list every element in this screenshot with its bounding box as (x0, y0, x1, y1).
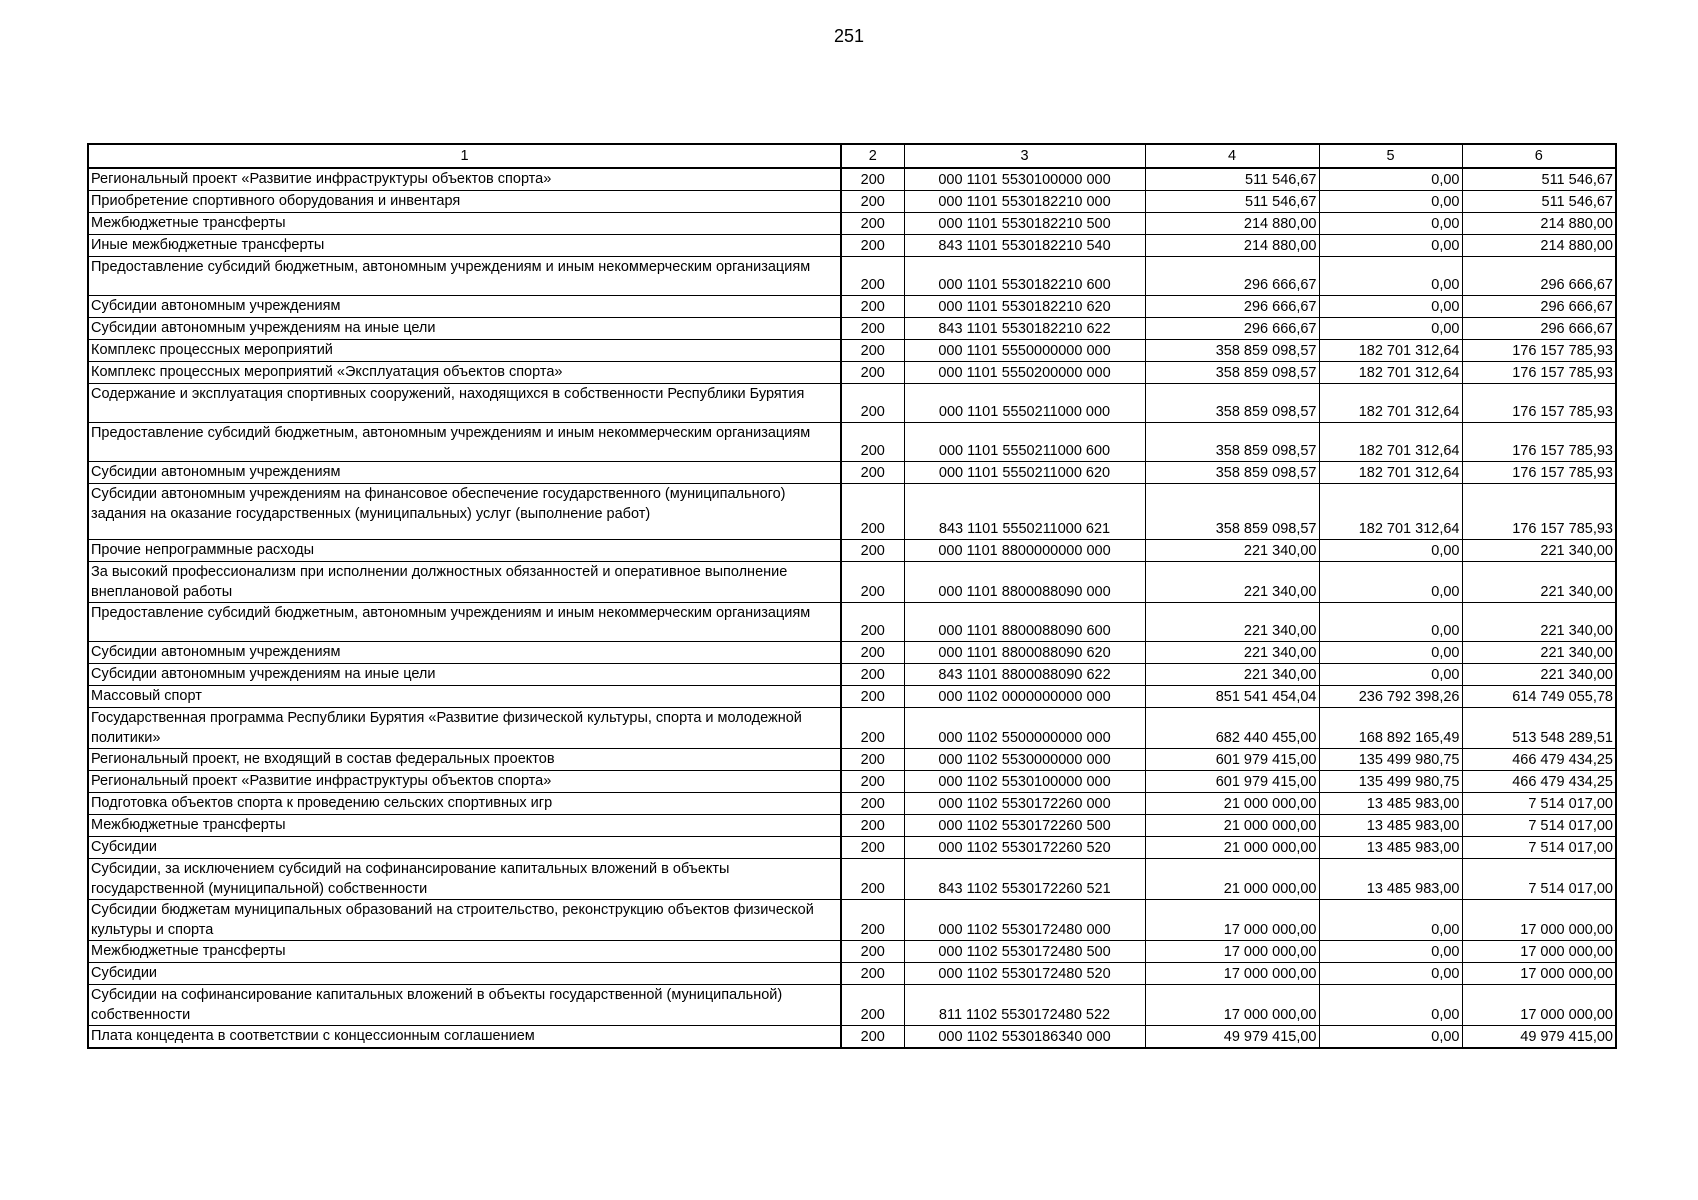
row-name: Межбюджетные трансферты (88, 815, 841, 837)
table-row (88, 749, 1616, 771)
row-code: 200 (841, 384, 904, 423)
row-amount-5: 0,00 (1319, 213, 1462, 235)
row-classification: 000 1102 5530172480 000 (904, 900, 1145, 941)
table-row (88, 257, 1616, 296)
row-classification: 000 1101 8800088090 600 (904, 603, 1145, 642)
row-code: 200 (841, 603, 904, 642)
row-code: 200 (841, 318, 904, 340)
row-amount-4: 358 859 098,57 (1145, 423, 1319, 462)
row-amount-6: 176 157 785,93 (1462, 340, 1616, 362)
row-name: Массовый спорт (88, 686, 841, 708)
row-code: 200 (841, 1026, 904, 1049)
row-classification: 843 1101 5530182210 622 (904, 318, 1145, 340)
row-amount-4: 17 000 000,00 (1145, 900, 1319, 941)
table-row (88, 1026, 1616, 1049)
row-name: Предоставление субсидий бюджетным, автономным учреждениям и иным некоммерческим организациям (88, 603, 841, 642)
row-name: Комплекс процессных мероприятий «Эксплуатация объектов спорта» (88, 362, 841, 384)
table-row (88, 941, 1616, 963)
row-amount-6: 17 000 000,00 (1462, 900, 1616, 941)
row-name: Субсидии, за исключением субсидий на софинансирование капитальных вложений в объекты государственной (муниципальной) собственности (88, 859, 841, 900)
table-row (88, 900, 1616, 941)
row-name: Межбюджетные трансферты (88, 941, 841, 963)
row-amount-6: 221 340,00 (1462, 562, 1616, 603)
row-amount-5: 168 892 165,49 (1319, 708, 1462, 749)
row-code: 200 (841, 963, 904, 985)
page-number: 251 (833, 26, 865, 46)
row-classification: 000 1102 5530000000 000 (904, 749, 1145, 771)
row-name: Субсидии бюджетам муниципальных образований на строительство, реконструкцию объектов физической культуры и спорта (88, 900, 841, 941)
row-code: 200 (841, 686, 904, 708)
row-name: Содержание и эксплуатация спортивных сооружений, находящихся в собственности Республики Бурятия (88, 384, 841, 423)
row-code: 200 (841, 540, 904, 562)
table-row (88, 168, 1616, 191)
row-amount-5: 0,00 (1319, 603, 1462, 642)
table-row (88, 362, 1616, 384)
row-classification: 000 1101 5550211000 620 (904, 462, 1145, 484)
row-name: За высокий профессионализм при исполнении должностных обязанностей и оперативное выполнение внеплановой работы (88, 562, 841, 603)
row-name: Региональный проект «Развитие инфраструктуры объектов спорта» (88, 168, 841, 191)
row-code: 200 (841, 213, 904, 235)
row-name: Приобретение спортивного оборудования и инвентаря (88, 191, 841, 213)
row-amount-6: 176 157 785,93 (1462, 423, 1616, 462)
row-name: Субсидии автономным учреждениям (88, 462, 841, 484)
row-name: Субсидии автономным учреждениям (88, 296, 841, 318)
row-amount-4: 511 546,67 (1145, 168, 1319, 191)
row-amount-5: 182 701 312,64 (1319, 362, 1462, 384)
row-classification: 000 1101 8800088090 620 (904, 642, 1145, 664)
row-classification: 000 1101 5550211000 000 (904, 384, 1145, 423)
row-amount-4: 358 859 098,57 (1145, 340, 1319, 362)
table-row (88, 296, 1616, 318)
row-classification: 843 1101 8800088090 622 (904, 664, 1145, 686)
row-name: Субсидии автономным учреждениям на иные цели (88, 318, 841, 340)
row-classification: 843 1101 5530182210 540 (904, 235, 1145, 257)
table-row (88, 423, 1616, 462)
row-amount-4: 511 546,67 (1145, 191, 1319, 213)
row-name: Субсидии автономным учреждениям (88, 642, 841, 664)
row-amount-6: 614 749 055,78 (1462, 686, 1616, 708)
row-amount-5: 0,00 (1319, 191, 1462, 213)
row-name: Прочие непрограммные расходы (88, 540, 841, 562)
column-header-4: 4 (1145, 144, 1319, 168)
table-row (88, 384, 1616, 423)
row-code: 200 (841, 191, 904, 213)
table-body (88, 168, 1616, 1048)
row-name: Субсидии (88, 837, 841, 859)
row-amount-6: 176 157 785,93 (1462, 362, 1616, 384)
row-amount-5: 13 485 983,00 (1319, 859, 1462, 900)
row-amount-6: 221 340,00 (1462, 603, 1616, 642)
row-amount-5: 0,00 (1319, 168, 1462, 191)
row-classification: 000 1102 5530172260 000 (904, 793, 1145, 815)
row-amount-6: 7 514 017,00 (1462, 837, 1616, 859)
row-classification: 000 1101 5530182210 620 (904, 296, 1145, 318)
column-header-1: 1 (88, 144, 841, 168)
row-amount-5: 0,00 (1319, 664, 1462, 686)
row-amount-4: 851 541 454,04 (1145, 686, 1319, 708)
row-amount-4: 49 979 415,00 (1145, 1026, 1319, 1049)
row-amount-4: 358 859 098,57 (1145, 384, 1319, 423)
row-amount-5: 0,00 (1319, 540, 1462, 562)
row-amount-6: 466 479 434,25 (1462, 771, 1616, 793)
row-code: 200 (841, 340, 904, 362)
row-classification: 000 1102 5530172260 520 (904, 837, 1145, 859)
table-row (88, 771, 1616, 793)
row-amount-6: 511 546,67 (1462, 168, 1616, 191)
row-name: Региональный проект «Развитие инфраструктуры объектов спорта» (88, 771, 841, 793)
row-amount-4: 17 000 000,00 (1145, 985, 1319, 1026)
row-amount-4: 17 000 000,00 (1145, 963, 1319, 985)
row-classification: 000 1101 5550000000 000 (904, 340, 1145, 362)
row-amount-4: 221 340,00 (1145, 664, 1319, 686)
row-amount-5: 0,00 (1319, 257, 1462, 296)
row-amount-6: 511 546,67 (1462, 191, 1616, 213)
row-amount-5: 0,00 (1319, 235, 1462, 257)
row-amount-6: 176 157 785,93 (1462, 462, 1616, 484)
table-row (88, 462, 1616, 484)
row-amount-5: 182 701 312,64 (1319, 462, 1462, 484)
table-row (88, 837, 1616, 859)
row-amount-5: 0,00 (1319, 296, 1462, 318)
row-code: 200 (841, 362, 904, 384)
row-classification: 000 1102 5530172480 520 (904, 963, 1145, 985)
row-amount-6: 214 880,00 (1462, 235, 1616, 257)
table-row (88, 963, 1616, 985)
table-row (88, 603, 1616, 642)
row-amount-6: 221 340,00 (1462, 540, 1616, 562)
row-amount-5: 0,00 (1319, 642, 1462, 664)
row-amount-4: 21 000 000,00 (1145, 837, 1319, 859)
budget-table (87, 143, 1617, 1049)
row-classification: 000 1101 8800088090 000 (904, 562, 1145, 603)
row-amount-6: 466 479 434,25 (1462, 749, 1616, 771)
row-amount-5: 0,00 (1319, 1026, 1462, 1049)
column-header-3: 3 (904, 144, 1145, 168)
header-row (88, 144, 1616, 168)
row-amount-4: 214 880,00 (1145, 235, 1319, 257)
row-name: Предоставление субсидий бюджетным, автономным учреждениям и иным некоммерческим организациям (88, 423, 841, 462)
row-code: 200 (841, 708, 904, 749)
row-classification: 811 1102 5530172480 522 (904, 985, 1145, 1026)
row-amount-4: 221 340,00 (1145, 562, 1319, 603)
table-row (88, 686, 1616, 708)
row-amount-4: 358 859 098,57 (1145, 462, 1319, 484)
row-classification: 000 1101 5530100000 000 (904, 168, 1145, 191)
row-name: Субсидии на софинансирование капитальных вложений в объекты государственной (муниципальной) собственности (88, 985, 841, 1026)
row-amount-4: 21 000 000,00 (1145, 859, 1319, 900)
row-code: 200 (841, 837, 904, 859)
row-amount-5: 13 485 983,00 (1319, 837, 1462, 859)
row-code: 200 (841, 168, 904, 191)
column-header-5: 5 (1319, 144, 1462, 168)
row-code: 200 (841, 771, 904, 793)
table-row (88, 859, 1616, 900)
row-amount-4: 221 340,00 (1145, 540, 1319, 562)
row-name: Субсидии автономным учреждениям на финансовое обеспечение государственного (муниципального) задания на оказание государственных (муниципальных) услуг (выполнение работ) (88, 484, 841, 540)
row-amount-5: 236 792 398,26 (1319, 686, 1462, 708)
row-amount-6: 17 000 000,00 (1462, 985, 1616, 1026)
row-amount-6: 17 000 000,00 (1462, 963, 1616, 985)
row-classification: 000 1102 5530172480 500 (904, 941, 1145, 963)
row-classification: 000 1101 8800000000 000 (904, 540, 1145, 562)
row-name: Плата концедента в соответствии с концессионным соглашением (88, 1026, 841, 1049)
table-row (88, 340, 1616, 362)
row-name: Государственная программа Республики Бурятия «Развитие физической культуры, спорта и молодежной политики» (88, 708, 841, 749)
row-code: 200 (841, 484, 904, 540)
row-amount-6: 296 666,67 (1462, 257, 1616, 296)
row-code: 200 (841, 941, 904, 963)
row-amount-5: 0,00 (1319, 562, 1462, 603)
row-name: Комплекс процессных мероприятий (88, 340, 841, 362)
table-row (88, 793, 1616, 815)
row-name: Субсидии автономным учреждениям на иные цели (88, 664, 841, 686)
row-name: Иные межбюджетные трансферты (88, 235, 841, 257)
row-amount-6: 296 666,67 (1462, 318, 1616, 340)
row-code: 200 (841, 296, 904, 318)
row-amount-5: 182 701 312,64 (1319, 384, 1462, 423)
row-code: 200 (841, 664, 904, 686)
row-amount-4: 601 979 415,00 (1145, 771, 1319, 793)
table-row (88, 318, 1616, 340)
row-amount-4: 358 859 098,57 (1145, 484, 1319, 540)
row-code: 200 (841, 423, 904, 462)
row-amount-5: 0,00 (1319, 963, 1462, 985)
row-amount-6: 7 514 017,00 (1462, 859, 1616, 900)
table-row (88, 213, 1616, 235)
row-classification: 000 1102 5530100000 000 (904, 771, 1145, 793)
row-amount-6: 296 666,67 (1462, 296, 1616, 318)
table-row (88, 985, 1616, 1026)
row-amount-4: 682 440 455,00 (1145, 708, 1319, 749)
row-amount-6: 513 548 289,51 (1462, 708, 1616, 749)
row-amount-4: 221 340,00 (1145, 642, 1319, 664)
row-code: 200 (841, 462, 904, 484)
table-row (88, 664, 1616, 686)
row-amount-4: 221 340,00 (1145, 603, 1319, 642)
row-amount-6: 17 000 000,00 (1462, 941, 1616, 963)
column-header-2: 2 (841, 144, 904, 168)
row-classification: 000 1102 5530186340 000 (904, 1026, 1145, 1049)
row-name: Субсидии (88, 963, 841, 985)
row-amount-6: 7 514 017,00 (1462, 815, 1616, 837)
row-classification: 000 1101 5530182210 500 (904, 213, 1145, 235)
row-code: 200 (841, 793, 904, 815)
row-amount-5: 135 499 980,75 (1319, 771, 1462, 793)
table-row (88, 540, 1616, 562)
row-amount-6: 176 157 785,93 (1462, 484, 1616, 540)
row-code: 200 (841, 815, 904, 837)
row-classification: 000 1101 5550200000 000 (904, 362, 1145, 384)
row-amount-4: 21 000 000,00 (1145, 793, 1319, 815)
row-amount-4: 214 880,00 (1145, 213, 1319, 235)
row-amount-5: 0,00 (1319, 985, 1462, 1026)
row-name: Предоставление субсидий бюджетным, автономным учреждениям и иным некоммерческим организациям (88, 257, 841, 296)
row-amount-5: 13 485 983,00 (1319, 793, 1462, 815)
column-header-6: 6 (1462, 144, 1616, 168)
table-row (88, 562, 1616, 603)
row-code: 200 (841, 642, 904, 664)
row-classification: 843 1102 5530172260 521 (904, 859, 1145, 900)
row-code: 200 (841, 749, 904, 771)
row-name: Региональный проект, не входящий в состав федеральных проектов (88, 749, 841, 771)
row-amount-5: 135 499 980,75 (1319, 749, 1462, 771)
row-classification: 000 1101 5550211000 600 (904, 423, 1145, 462)
row-amount-4: 17 000 000,00 (1145, 941, 1319, 963)
table-row (88, 191, 1616, 213)
row-amount-5: 0,00 (1319, 941, 1462, 963)
row-classification: 843 1101 5550211000 621 (904, 484, 1145, 540)
row-amount-4: 358 859 098,57 (1145, 362, 1319, 384)
row-amount-6: 221 340,00 (1462, 642, 1616, 664)
row-name: Межбюджетные трансферты (88, 213, 841, 235)
table-row (88, 235, 1616, 257)
row-amount-5: 182 701 312,64 (1319, 423, 1462, 462)
row-classification: 000 1102 5530172260 500 (904, 815, 1145, 837)
row-amount-5: 182 701 312,64 (1319, 484, 1462, 540)
row-amount-4: 296 666,67 (1145, 318, 1319, 340)
row-code: 200 (841, 985, 904, 1026)
row-code: 200 (841, 562, 904, 603)
row-code: 200 (841, 257, 904, 296)
row-amount-6: 7 514 017,00 (1462, 793, 1616, 815)
row-classification: 000 1101 5530182210 000 (904, 191, 1145, 213)
row-amount-6: 49 979 415,00 (1462, 1026, 1616, 1049)
row-amount-6: 221 340,00 (1462, 664, 1616, 686)
row-amount-6: 214 880,00 (1462, 213, 1616, 235)
row-classification: 000 1101 5530182210 600 (904, 257, 1145, 296)
row-amount-4: 601 979 415,00 (1145, 749, 1319, 771)
row-name: Подготовка объектов спорта к проведению сельских спортивных игр (88, 793, 841, 815)
row-amount-4: 296 666,67 (1145, 296, 1319, 318)
row-amount-5: 182 701 312,64 (1319, 340, 1462, 362)
row-amount-6: 176 157 785,93 (1462, 384, 1616, 423)
table-row (88, 642, 1616, 664)
row-amount-5: 0,00 (1319, 318, 1462, 340)
row-amount-4: 296 666,67 (1145, 257, 1319, 296)
row-amount-5: 13 485 983,00 (1319, 815, 1462, 837)
table-row (88, 708, 1616, 749)
table-row (88, 815, 1616, 837)
row-classification: 000 1102 5500000000 000 (904, 708, 1145, 749)
row-amount-5: 0,00 (1319, 900, 1462, 941)
row-code: 200 (841, 235, 904, 257)
table-row (88, 484, 1616, 540)
row-code: 200 (841, 900, 904, 941)
row-amount-4: 21 000 000,00 (1145, 815, 1319, 837)
row-classification: 000 1102 0000000000 000 (904, 686, 1145, 708)
row-code: 200 (841, 859, 904, 900)
